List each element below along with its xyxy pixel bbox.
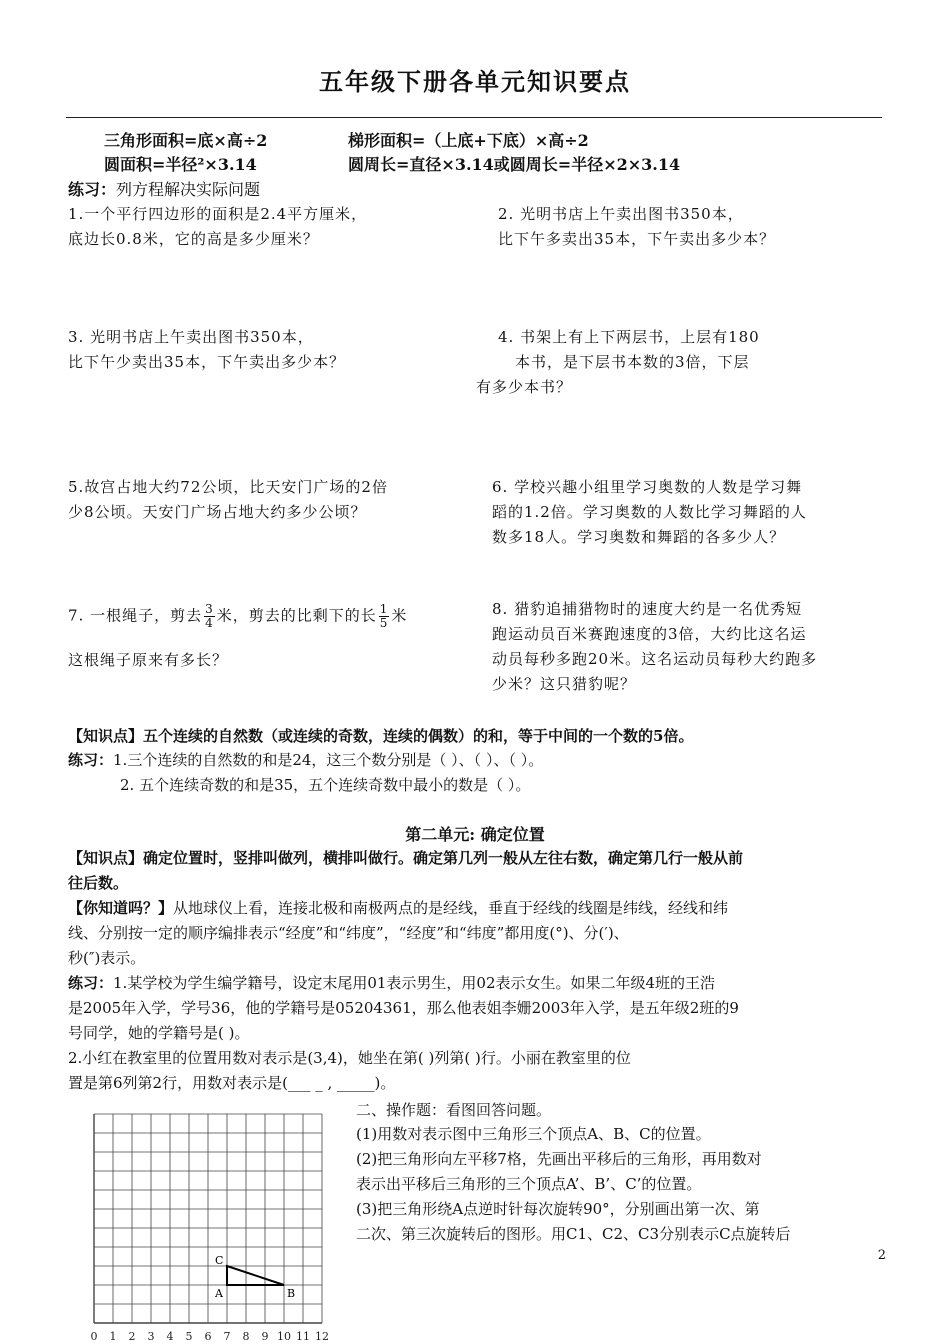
frac2-denominator: 5	[379, 616, 389, 630]
question-4-line3: 有多少本书？	[476, 378, 573, 396]
x-axis-tick-label: 4	[166, 1330, 174, 1343]
operation-q2-line2: 表示出平移后三角形的三个顶点A’、B’、C’的位置。	[356, 1175, 702, 1193]
unit2-practice2-line2: 置是第6列第2行，用数对表示是(___ _ , _____)。	[68, 1074, 396, 1092]
question-7-line2: 这根绳子原来有多长？	[68, 651, 229, 669]
x-axis-tick-label: 9	[261, 1330, 269, 1343]
question-2-line1: 2. 光明书店上午卖出图书350本，	[498, 205, 744, 223]
frac2-numerator: 1	[379, 602, 389, 616]
did-you-know-line1	[68, 897, 728, 918]
question-1-line1: 1.一个平行四边形的面积是2.4平方厘米，	[68, 205, 368, 223]
fraction-one-fifth	[379, 603, 390, 630]
unit2-practice1-line1	[68, 972, 715, 993]
q7-text-b: 米，剪去的比剩下的长	[216, 606, 377, 625]
operation-q3-line2: 二次、第三次旋转后的图形。用C1、C2、C3分别表示C点旋转后	[356, 1225, 791, 1243]
practice2-label: 练习：	[68, 751, 114, 769]
q7-text-a: 7. 一根绳子，剪去	[68, 606, 203, 625]
formula-circle-area: 圆面积=半径²×3.14	[104, 155, 257, 174]
x-axis-tick-label: 6	[204, 1330, 212, 1343]
x-axis-tick-label: 2	[128, 1330, 136, 1343]
question-8-line3: 动员每秒多跑20米。这名运动员每秒大约跑多	[492, 650, 818, 668]
did-you-know-text1: 从地球仪上看，连接北极和南极两点的是经线，垂直于经线的线圈是纬线，经线和纬	[173, 899, 729, 917]
question-6-line3: 数多18人。学习奥数和舞蹈的各多少人？	[492, 528, 786, 546]
vertex-label-c: C	[215, 1254, 224, 1267]
coordinate-grid-figure	[84, 1108, 334, 1343]
practice-label: 练习：	[68, 180, 117, 199]
question-3-line1: 3. 光明书店上午卖出图书350本，	[68, 328, 314, 346]
question-6-line2: 蹈的1.2倍。学习奥数的人数比学习舞蹈的人	[492, 503, 807, 521]
question-8-line4: 少米？这只猎豹呢？	[492, 675, 637, 693]
practice2-q1: 1.三个连续的自然数的和是24，这三个数分别是（ ）、（ ）、（ ）。	[113, 751, 544, 769]
fraction-three-quarters	[204, 603, 215, 630]
unit2-practice1-line3: 号同学，她的学籍号是( )。	[68, 1024, 250, 1042]
question-4-line1: 4. 书架上有上下两层书，上层有180	[498, 328, 760, 346]
question-4-line2: 本书，是下层书本数的3倍，下层	[515, 353, 750, 371]
operation-heading: 二、操作题：看图回答问题。	[356, 1101, 552, 1119]
x-axis-tick-label: 1	[109, 1330, 117, 1343]
x-axis-tick-label: 3	[147, 1330, 155, 1343]
did-you-know-line3: 秒(″)表示。	[68, 949, 146, 967]
page-number: 2	[877, 1248, 886, 1263]
question-5-line2: 少8公顷。天安门广场占地大约多少公顷？	[68, 503, 367, 521]
page-title: 五年级下册各单元知识要点	[319, 67, 631, 96]
operation-q1: (1)用数对表示图中三角形三个顶点A、B、C的位置。	[356, 1125, 711, 1143]
x-axis-tick-label: 0	[90, 1330, 98, 1343]
vertex-label-a: A	[215, 1287, 223, 1300]
coordinate-grid	[84, 1108, 334, 1343]
x-axis-tick-label: 7	[223, 1330, 231, 1343]
question-8-line1: 8. 猎豹追捕猎物时的速度大约是一名优秀短	[492, 600, 803, 618]
question-1-line2: 底边长0.8米，它的高是多少厘米？	[68, 230, 319, 248]
practice2-q2: 2. 五个连续奇数的和是35，五个连续奇数中最小的数是（ ）。	[120, 776, 531, 794]
unit2-title: 第二单元: 确定位置	[405, 825, 545, 844]
frac1-denominator: 4	[205, 616, 214, 630]
formula-circumference: 圆周长=直径×3.14或圆周长=半径×2×3.14	[348, 155, 681, 174]
operation-q2-line1: (2)把三角形向左平移7格，先画出平移后的三角形，再用数对	[356, 1150, 762, 1168]
practice2-line1	[68, 749, 543, 770]
x-axis-tick-label: 12	[315, 1330, 329, 1343]
x-axis-tick-label: 5	[185, 1330, 193, 1343]
unit2-p1-text1: 1.某学校为学生编学籍号，设定末尾用01表示男生，用02表示女生。如果二年级4班的王浩	[113, 974, 716, 992]
question-5-line1: 5.故宫占地大约72公顷，比天安门广场的2倍	[68, 478, 388, 496]
question-3-line2: 比下午少卖出35本，下午卖出多少本？	[68, 353, 346, 371]
q7-text-c: 米	[391, 606, 408, 625]
x-axis-tick-label: 8	[242, 1330, 250, 1343]
x-axis-tick-label: 11	[296, 1330, 310, 1343]
operation-q3-line1: (3)把三角形绕A点逆时针每次旋转90°，分别画出第一次、第	[356, 1200, 760, 1218]
unit2-knowledge-line2: 往后数。	[68, 874, 129, 892]
unit2-practice1-line2: 是2005年入学，学号36，他的学籍号是05204361，那么他表姐李姗2003年入学，是五年级2班的9	[68, 999, 739, 1017]
x-axis-tick-label: 10	[277, 1330, 291, 1343]
question-8-line2: 跑运动员百米赛跑速度的3倍，大约比这名运	[492, 625, 807, 643]
knowledge-point-consecutive: 【知识点】五个连续的自然数（或连续的奇数，连续的偶数）的和，等于中间的一个数的5倍。	[68, 727, 694, 745]
question-6-line1: 6. 学校兴趣小组里学习奥数的人数是学习舞	[492, 478, 803, 496]
question-7-line1	[68, 603, 407, 630]
unit2-practice-label: 练习：	[68, 974, 114, 992]
did-you-know-label: 【你知道吗？】	[68, 899, 174, 917]
did-you-know-line2: 线、分别按一定的顺序编排表示“经度”和“纬度”，“经度”和“纬度”都用度(°)、分(′)、	[68, 924, 629, 942]
unit2-practice2-line1: 2.小红在教室里的位置用数对表示是(3,4)，她坐在第( )列第( )行。小丽在教室里的位	[68, 1049, 631, 1067]
vertex-label-b: B	[287, 1287, 296, 1300]
triangle-abc	[227, 1266, 284, 1285]
practice-subject: 列方程解决实际问题	[116, 180, 261, 199]
question-2-line2: 比下午多卖出35本，下午卖出多少本？	[498, 230, 776, 248]
formula-trapezoid: 梯形面积=（上底+下底）×高÷2	[348, 131, 589, 150]
title-divider	[66, 117, 882, 118]
unit2-knowledge-line1: 【知识点】确定位置时，竖排叫做列，横排叫做行。确定第几列一般从左往右数，确定第几行一般从前	[68, 849, 744, 867]
practice-heading	[68, 177, 260, 200]
formula-triangle: 三角形面积=底×高÷2	[104, 131, 268, 150]
frac1-numerator: 3	[205, 602, 214, 616]
